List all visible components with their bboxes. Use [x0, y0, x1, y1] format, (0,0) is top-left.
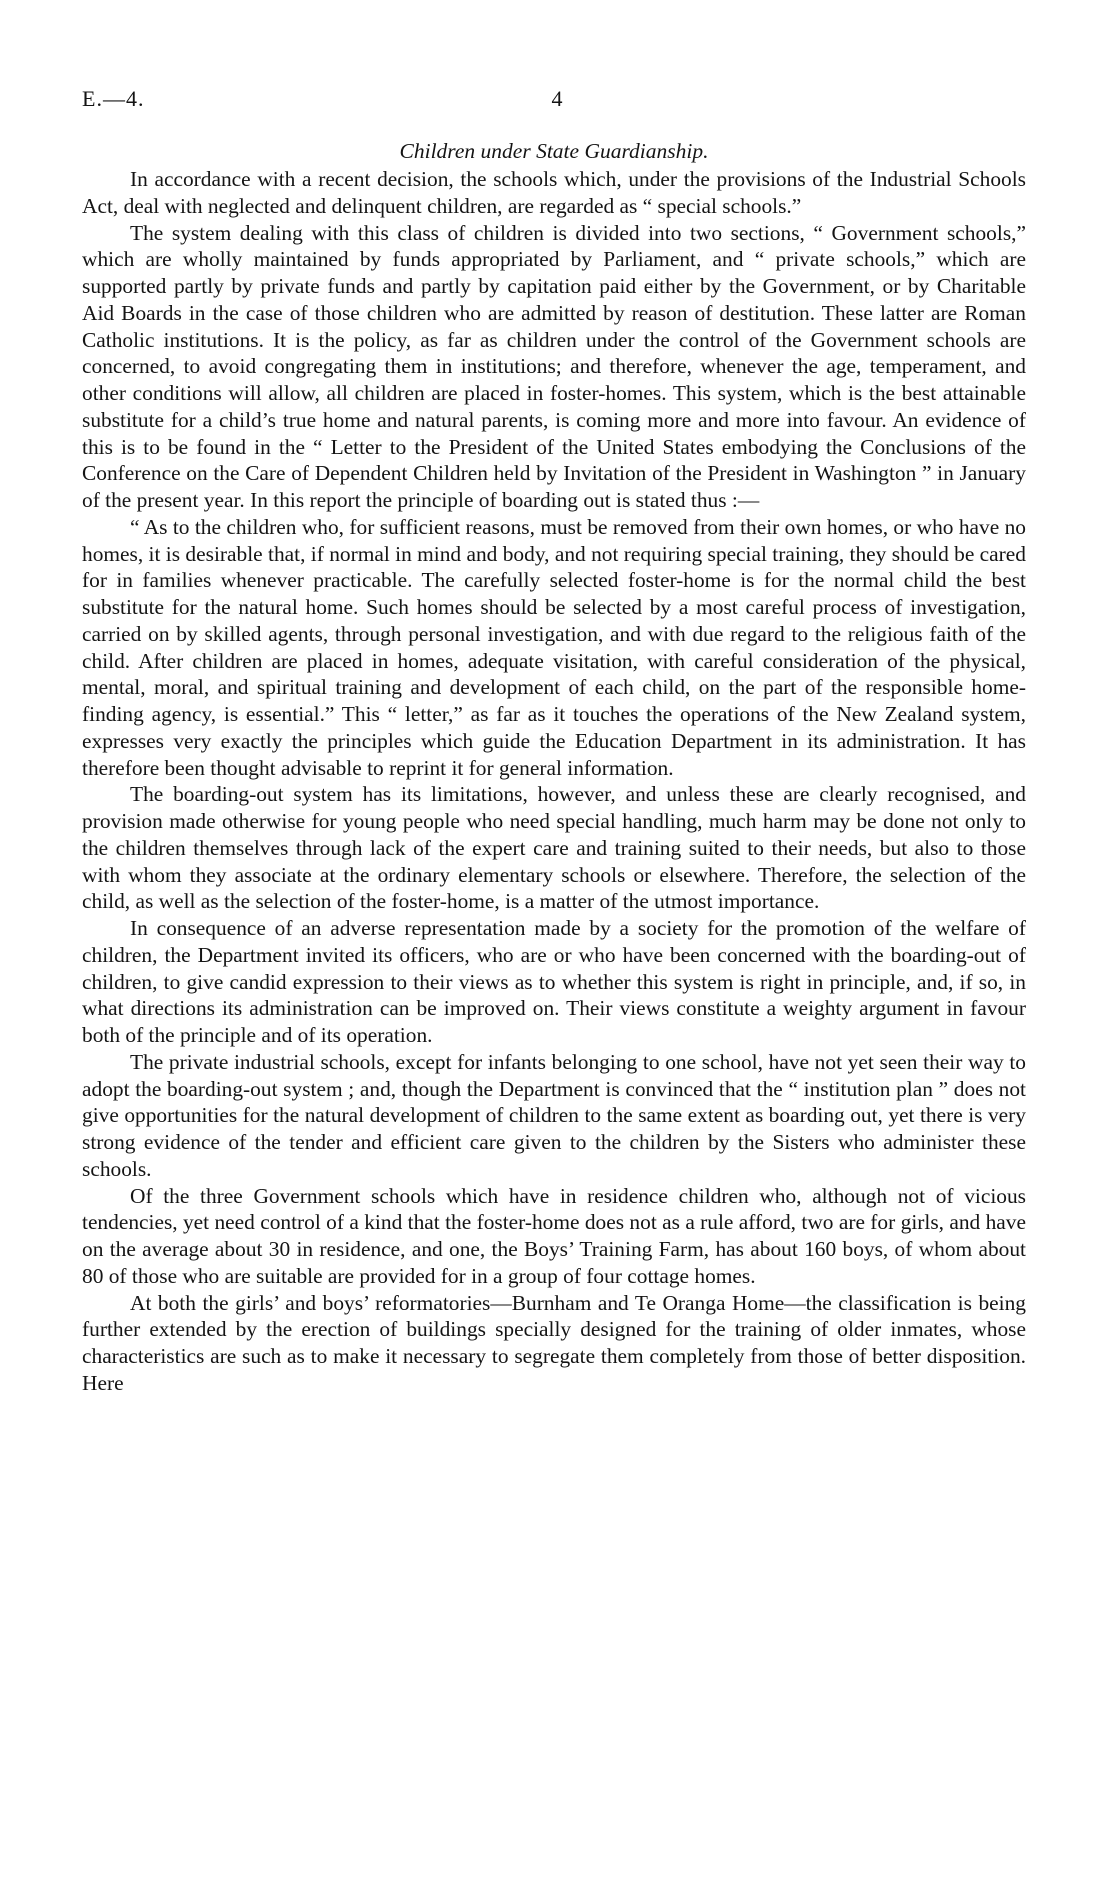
section-title: Children under State Guardianship. [399, 139, 709, 163]
paragraph-special-schools: In accordance with a recent decision, the schools which, under the provisions of the Industrial Schools Act, deal with neglected and delinquent children, are regarded as “ special schools.” [82, 167, 1026, 218]
body-text [82, 138, 1026, 1397]
paragraph-system-sections: The system dealing with this class of children is divided into two sections, “ Government schools,” which are wholly maintained by funds appropriated by Parliament, and “ private schools,” which are supported partly by private funds and partly by capitation paid either by the Government, or by Charitable Aid Boards in the case of those children who are admitted by reason of destitution. These latter are Roman Catholic institutions. It is the policy, as far as children under the control of the Government schools are concerned, to avoid congregating them in institutions; and therefore, whenever the age, temperament, and other conditions will allow, all children are placed in foster-homes. This system, which is the best attainable substitute for a child’s true home and natural parents, is coming more and more into favour. An evidence of this is to be found in the “ Letter to the President of the United States embodying the Conclusions of the Conference on the Care of Dependent Children held by Invitation of the President in Washington ” in January of the present year. In this report the principle of boarding out is stated thus :— [82, 220, 1026, 512]
page-reference: E.—4. [82, 86, 145, 111]
page-number: 4 [551, 86, 563, 111]
paragraph-quoted-letter: “ As to the children who, for sufficient reasons, must be removed from their own homes, or who have no homes, it is desirable that, if normal in mind and body, and not requiring special training, they should be cared for in families whenever practicable. The carefully selected foster-home is for the normal child the best substitute for the natural home. Such homes should be selected by a most careful process of investigation, carried on by skilled agents, through personal investigation, and with due regard to the religious faith of the child. After children are placed in homes, adequate visitation, with careful consideration of the physical, mental, moral, and spiritual training and development of each child, on the part of the responsible home-finding agency, is essential.” This “ letter,” as far as it touches the operations of the New Zealand system, expresses very exactly the principles which guide the Education Department in its administration. It has therefore been thought advisable to reprint it for general information. [82, 514, 1026, 780]
paragraph-government-schools: Of the three Government schools which have in residence children who, although not of vicious tendencies, yet need control of a kind that the foster-home does not as a rule afford, two are for girls, and have on the average about 30 in residence, and one, the Boys’ Training Farm, has about 160 boys, of whom about 80 of those who are suitable are provided for in a group of four cottage homes. [82, 1183, 1026, 1288]
paragraph-private-schools: The private industrial schools, except for infants belonging to one school, have not yet seen their way to adopt the boarding-out system ; and, though the Department is convinced that the “ institution plan ” does not give opportunities for the natural development of children to the same extent as boarding out, yet there is very strong evidence of the tender and efficient care given to the children by the Sisters who administer these schools. [82, 1049, 1026, 1181]
paragraph-limitations: The boarding-out system has its limitations, however, and unless these are clearly recognised, and provision made otherwise for young people who need special handling, much harm may be done not only to the children themselves through lack of the expert care and training suited to their needs, but also to those with whom they associate at the ordinary elementary schools or elsewhere. Therefore, the selection of the child, as well as the selection of the foster-home, is a matter of the utmost importance. [82, 782, 1026, 914]
paragraph-reformatories: At both the girls’ and boys’ reformatories—Burnham and Te Oranga Home—the classification is being further extended by the erection of buildings specially designed for the training of older inmates, whose characteristics are such as to make it necessary to segregate them completely from those of better disposition. Here [82, 1290, 1026, 1395]
paragraph-adverse-representation: In consequence of an adverse representation made by a society for the promotion of the welfare of children, the Department invited its officers, who are or who have been concerned with the boarding-out of children, to give candid expression to their views as to whether this system is right in principle, and, if so, in what directions its administration can be improved on. Their views constitute a weighty argument in favour both of the principle and of its operation. [82, 916, 1026, 1047]
